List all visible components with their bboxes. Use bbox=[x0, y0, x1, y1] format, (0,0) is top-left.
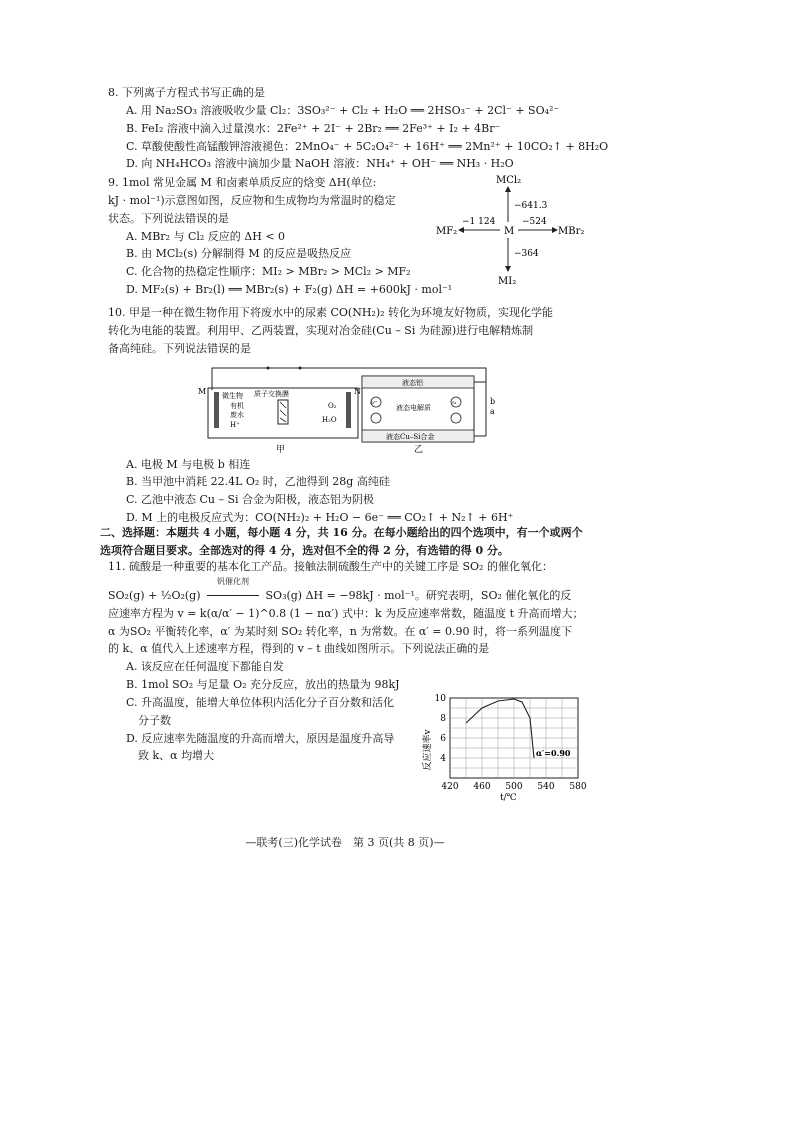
question-11-stem-line1: 11. 硫酸是一种重要的基本化工产品。接触法制硫酸生产中的关键工序是 SO₂ 的催化氧化： bbox=[108, 560, 553, 573]
catalyst-label: 钒催化剂 bbox=[217, 576, 250, 586]
question-9 bbox=[108, 176, 453, 301]
question-8-stem: 8. 下列离子方程式书写正确的是 bbox=[108, 86, 265, 99]
waste-label: 废水 bbox=[230, 411, 244, 419]
question-9-stem-line2: kJ · mol⁻¹)示意图如图，反应物和生成物均为常温时的稳定 bbox=[108, 193, 396, 207]
chart-ytick-label: 4 bbox=[440, 754, 446, 764]
chart-ytick-label: 8 bbox=[440, 714, 446, 724]
enthalpy-label-right: MBr₂ bbox=[558, 226, 585, 237]
catalyst-arrow bbox=[204, 576, 262, 604]
enthalpy-label-center: M bbox=[504, 226, 515, 237]
question-10-option-c: C. 乙池中液态 Cu – Si 合金为阳极，液态铝为阴极 bbox=[126, 493, 375, 507]
chart-xtick-label: 460 bbox=[473, 782, 491, 792]
hplus-label: H⁺ bbox=[230, 421, 240, 429]
chart-grid bbox=[450, 698, 578, 778]
question-11-stem-line4: α 为SO₂ 平衡转化率，α′ 为某时刻 SO₂ 转化率，n 为常数。在 α′ = 0.90 时，将一系列温度下 bbox=[108, 624, 572, 638]
electrolyte-label: 液态电解质 bbox=[396, 404, 431, 412]
chart-xtick-label: 540 bbox=[537, 782, 555, 792]
enthalpy-value-bottom: −364 bbox=[514, 249, 539, 259]
question-11-option-d-line1: D. 反应速率先随温度的升高而增大，原因是温度升高导 bbox=[126, 731, 395, 745]
question-10-option-b: B. 当甲池中消耗 22.4L O₂ 时，乙池得到 28g 高纯硅 bbox=[126, 475, 390, 489]
chart-xticks bbox=[441, 782, 586, 792]
terminal-b-label: b bbox=[490, 397, 496, 406]
section-heading bbox=[100, 526, 590, 562]
enthalpy-value-top: −641.3 bbox=[514, 201, 548, 211]
rate-temperature-chart bbox=[418, 690, 590, 802]
cell-yi-label: 乙 bbox=[414, 445, 424, 455]
section-heading-line2: 选项符合题目要求。全部选对的得 4 分，选对但不全的得 2 分，有选错的得 0 分。 bbox=[100, 543, 509, 557]
question-11-option-c-line2: 分子数 bbox=[138, 713, 171, 727]
h2o-label: H₂O bbox=[322, 416, 337, 424]
liquid-al-label: 液态铝 bbox=[402, 379, 423, 387]
cell-jia bbox=[198, 387, 361, 455]
membrane-label: 质子交换膜 bbox=[254, 390, 289, 398]
question-11-stem-line5: 的 k、α 值代入上述速率方程，得到的 v – t 曲线如图所示。下列说法正确的是 bbox=[108, 642, 490, 656]
question-10-stem-line1: 10. 甲是一种在微生物作用下将废水中的尿素 CO(NH₂)₂ 转化为环境友好物质，实现化学能 bbox=[108, 306, 554, 319]
electrolysis-apparatus-diagram bbox=[190, 360, 510, 456]
question-8-option-d: D. 向 NH₄HCO₃ 溶液中滴加少量 NaOH 溶液：NH₄⁺ + OH⁻ ══ NH₃ · H₂O bbox=[126, 157, 514, 171]
page-footer: —联考(三)化学试卷 第 3 页(共 8 页)— bbox=[245, 836, 445, 849]
chart-xtick-label: 420 bbox=[441, 782, 459, 792]
question-9-option-b: B. 由 MCl₂(s) 分解制得 M 的反应是吸热反应 bbox=[126, 247, 352, 261]
chart-ylabel: 反应速率v bbox=[423, 729, 433, 771]
question-11-option-d-line2: 致 k、α 均增大 bbox=[138, 749, 215, 763]
question-11-equation-left: SO₂(g) + ½O₂(g) bbox=[108, 588, 201, 602]
question-11-option-a: A. 该反应在任何温度下都能自发 bbox=[126, 660, 284, 674]
cusi-alloy-label: 液态Cu–Si合金 bbox=[386, 433, 435, 441]
terminal-a-label: a bbox=[490, 407, 495, 416]
question-8-option-b: B. FeI₂ 溶液中滴入过量溴水：2Fe²⁺ + 2I⁻ + 2Br₂ ══ 2Fe³⁺ + I₂ + 4Br⁻ bbox=[126, 121, 501, 135]
microbe-label: 微生物 bbox=[222, 392, 243, 400]
si-atom-label: Si bbox=[452, 400, 457, 405]
chart-yticks bbox=[435, 694, 447, 764]
question-10-stem-line2: 转化为电能的装置。利用甲、乙两装置，实现对冶金硅(Cu – Si 为硅源)进行电解精炼制 bbox=[108, 323, 534, 337]
chart-xtick-label: 500 bbox=[505, 782, 523, 792]
question-11-equation-right: SO₃(g) ΔH = −98kJ · mol⁻¹。研究表明，SO₂ 催化氧化的反 bbox=[265, 588, 572, 602]
enthalpy-label-left: MF₂ bbox=[436, 226, 458, 237]
question-9-stem-line3: 状态。下列说法错误的是 bbox=[108, 211, 229, 225]
o2-label: O₂ bbox=[328, 402, 337, 410]
question-10-option-d: D. M 上的电极反应式为：CO(NH₂)₂ + H₂O − 6e⁻ ══ CO₂↑ + N₂↑ + 6H⁺ bbox=[126, 511, 514, 525]
organic-label: 有机 bbox=[230, 402, 244, 410]
question-10-stem-line3: 备高纯硅。下列说法错误的是 bbox=[108, 341, 251, 355]
question-9-option-d: D. MF₂(s) + Br₂(l) ══ MBr₂(s) + F₂(g) ΔH = +600kJ · mol⁻¹ bbox=[126, 283, 453, 297]
chart-ytick-label: 6 bbox=[440, 734, 446, 744]
question-11-option-c-line1: C. 升高温度，能增大单位体积内活化分子百分数和活化 bbox=[126, 695, 395, 709]
si4-ion-label: Si⁴⁺ bbox=[370, 400, 378, 405]
enthalpy-label-top: MCl₂ bbox=[496, 175, 522, 186]
enthalpy-value-right: −524 bbox=[522, 217, 547, 227]
enthalpy-diagram bbox=[430, 172, 590, 290]
question-10-option-a: A. 电极 M 与电极 b 相连 bbox=[126, 457, 251, 471]
electrode-m-label: M bbox=[198, 387, 207, 396]
chart-xlabel: t/℃ bbox=[500, 793, 517, 802]
question-9-option-c: C. 化合物的热稳定性顺序：MI₂ > MBr₂ > MCl₂ > MF₂ bbox=[126, 265, 411, 279]
question-8-option-c: C. 草酸使酸性高锰酸钾溶液褪色：2MnO₄⁻ + 5C₂O₄²⁻ + 16H⁺ ══ 2Mn²⁺ + 10CO₂↑ + 8H₂O bbox=[126, 139, 609, 153]
question-8 bbox=[108, 86, 609, 175]
electrode-n-label: N bbox=[354, 387, 361, 396]
question-8-option-a: A. 用 Na₂SO₃ 溶液吸收少量 Cl₂：3SO₃²⁻ + Cl₂ + H₂O ══ 2HSO₃⁻ + 2Cl⁻ + SO₄²⁻ bbox=[126, 103, 560, 117]
question-9-option-a: A. MBr₂ 与 Cl₂ 反应的 ΔH < 0 bbox=[126, 229, 286, 243]
question-11-option-b: B. 1mol SO₂ 与足量 O₂ 充分反应，放出的热量为 98kJ bbox=[126, 678, 400, 692]
question-11-stem-line3: 应速率方程为 v = k(α/α′ − 1)^0.8 (1 − nα′) 式中：k 为反应速率常数，随温度 t 升高而增大； bbox=[108, 606, 584, 620]
chart-xtick-label: 580 bbox=[569, 782, 587, 792]
cell-jia-label: 甲 bbox=[276, 445, 286, 455]
question-11-equation bbox=[108, 576, 588, 604]
chart-annotation: α′=0.90 bbox=[536, 748, 571, 758]
question-9-stem-line1: 9. 1mol 常见金属 M 和卤素单质反应的焓变 ΔH(单位: bbox=[108, 176, 377, 189]
chart-ytick-label: 10 bbox=[434, 694, 446, 704]
enthalpy-label-bottom: MI₂ bbox=[498, 276, 517, 287]
cell-yi bbox=[362, 376, 495, 455]
enthalpy-value-left: −1 124 bbox=[462, 217, 496, 227]
section-heading-line1: 二、选择题：本题共 4 小题，每小题 4 分，共 16 分。在每小题给出的四个选项中，有一个或两个 bbox=[100, 526, 583, 539]
